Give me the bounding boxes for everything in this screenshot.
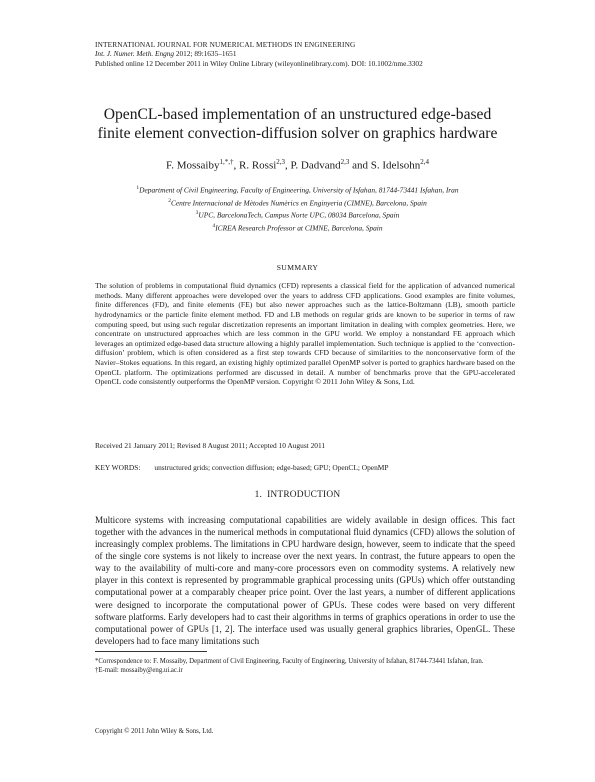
author-separator: and: [349, 159, 371, 172]
section-heading: [0, 490, 595, 500]
author-separator: ,: [285, 159, 291, 172]
journal-volume: 2012; 89:1635–1651: [174, 49, 237, 59]
author-affil-mark: 2,3: [340, 158, 350, 166]
affiliation-item: [60, 221, 535, 234]
introduction-paragraph: Multicore systems with increasing computational capabilities are widely available in design offices. This fact together with the advances in the numerical methods in computational fluid dynamics (CFD) allows the solution of increasingly complex problems. The limitations in CPU hardware design, however, seem to indicate that the speed of the single core systems is not likely to increase over the next years. In contrast, the future appears to open the way to the availability of multi-core and many-core processors even on commodity systems. A relatively new player in this context is represented by programmable graphical processing units (GPUs) which offer outstanding computational power at a comparably cheaper price point. Over the last years, a number of different applications were designed to incorporate the computational power of GPUs. These codes were based on very different software platforms. Early developers had to cast their algorithms in terms of graphics operations in order to use the computational power of GPUs [1, 2]. The interface used was usually general graphics libraries, OpenGL. These developers had to face many limitations such: [95, 515, 515, 646]
footnote-divider: [95, 651, 207, 652]
affiliation-text: Centre Internacional de Mètodes Numèrics en Enginyeria (CIMNE), Barcelona, Spain: [170, 198, 427, 208]
publication-info: Published online 12 December 2011 in Wiley Online Library (wileyonlinelibrary.com). DOI: 10.1002/nme.3302: [95, 58, 423, 68]
journal-header: [95, 40, 515, 68]
author-name: R. Rossi: [238, 159, 277, 172]
affiliation-number: 4: [212, 223, 216, 230]
affiliation-text: UPC, BarcelonaTech, Campus Norte UPC, 08034 Barcelona, Spain: [198, 210, 400, 220]
section-number: 1.: [254, 490, 263, 500]
keywords-label: KEY WORDS:: [95, 463, 141, 472]
affiliations: [60, 183, 535, 234]
affiliation-number: 3: [195, 210, 199, 217]
affiliation-text: ICREA Research Professor at CIMNE, Barcelona, Spain: [215, 223, 383, 233]
affiliation-text: Department of Civil Engineering, Faculty of Engineering, University of Isfahan, 81744-73441 Isfahan, Iran: [139, 185, 459, 195]
title-line-2: finite element convection-diffusion solver on graphics hardware: [97, 125, 498, 142]
journal-abbrev: Int. J. Numer. Meth. Engng: [95, 49, 175, 59]
author-name: F. Mossaiby: [165, 159, 220, 172]
footnotes: [95, 657, 515, 676]
author-separator: ,: [233, 159, 239, 172]
affiliation-number: 1: [136, 185, 140, 191]
title-line-1: OpenCL-based implementation of an unstructured edge-based: [103, 106, 492, 123]
affiliation-item: [60, 183, 535, 196]
abstract-text: The solution of problems in computational fluid dynamics (CFD) represents a classical field for the application of advanced numerical methods. Many different approaches were developed over the years to address CFD applications. Good examples are finite volumes, finite differences (FD), and finite elements (FE) but also newer approaches such as the lattice-Boltzmann (LB), smooth particle hydrodynamics or the particle finite element method. FD and LB methods on regular grids are known to be superior in terms of raw computing speed, but using such regular discretization represents an important limitation in dealing with complex geometries. Here, we concentrate on unstructured approaches which are less common in the GPU world. We employ a nonstandard FE approach which leverages an optimized edge-based data structure allowing a highly parallel implementation. Such technique is applied to the ‘convection-diffusion’ problem, which is often considered as a first step towards CFD because of similarities to the nonconservative form of the Navier–Stokes equations. In this regard, an existing highly optimized parallel OpenMP solver is ported to graphics hardware based on the OpenCL platform. The optimizations performed are discussed in detail. A number of benchmarks prove that the GPU-accelerated OpenCL code consistently outperforms the OpenMP version. Copyright © 2011 John Wiley & Sons, Ltd.: [95, 281, 515, 387]
copyright-notice: Copyright © 2011 John Wiley & Sons, Ltd.: [95, 728, 214, 735]
author-affil-mark: 1,*,†: [219, 158, 234, 166]
summary-heading: SUMMARY: [276, 263, 319, 272]
correspondence-footnote: *Correspondence to: F. Mossaiby, Department of Civil Engineering, Faculty of Engineering, University of Isfahan, 81744-73441 Isfahan, Iran.: [95, 658, 484, 665]
email-footnote: †E-mail: mossaiby@eng.ui.ac.ir: [95, 667, 183, 675]
affiliation-number: 2: [168, 197, 171, 204]
keywords: [95, 463, 388, 472]
paper-title: [80, 105, 515, 143]
journal-reference: [95, 49, 515, 58]
affiliation-item: [60, 208, 535, 221]
author-affil-mark: 2,4: [420, 158, 430, 166]
section-title: INTRODUCTION: [267, 490, 341, 500]
journal-name: INTERNATIONAL JOURNAL FOR NUMERICAL METHODS IN ENGINEERING: [95, 40, 356, 49]
author-affil-mark: 2,3: [276, 158, 286, 166]
author-name: P. Dadvand: [290, 159, 341, 172]
author-list: [60, 158, 535, 172]
keywords-text: unstructured grids; convection diffusion; edge-based; GPU; OpenCL; OpenMP: [154, 463, 389, 472]
affiliation-item: [60, 196, 535, 209]
received-dates: Received 21 January 2011; Revised 8 August 2011; Accepted 10 August 2011: [95, 441, 326, 450]
author-name: S. Idelsohn: [370, 159, 421, 172]
